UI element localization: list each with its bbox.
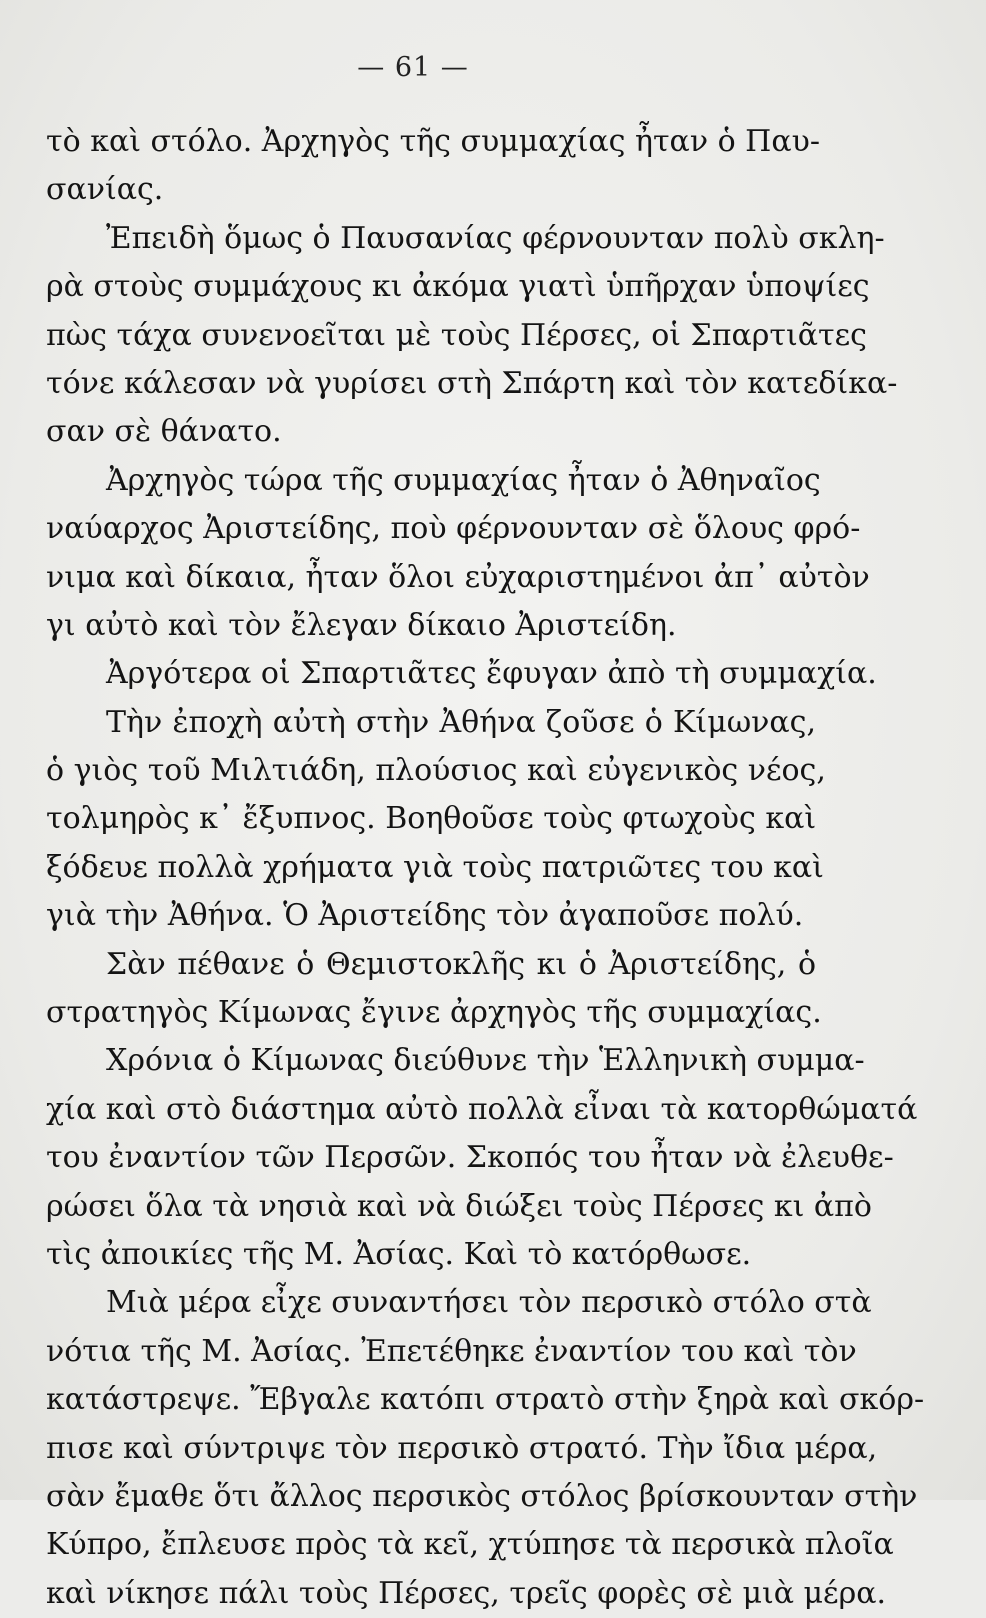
text-line: Σὰν πέθανε ὁ Θεμιστοκλῆς κι ὁ Ἀριστείδης, ὁ [106,946,816,982]
text-line: τολμηρὸς κ᾽ ἔξυπνος. Βοηθοῦσε τοὺς φτωχοὺς καὶ [46,801,817,837]
text-line: τὸ καὶ στόλο. Ἀρχηγὸς τῆς συμμαχίας ἦταν ὁ Παυ- [46,124,820,159]
text-line: ρὰ στοὺς συμμάχους κι ἀκόμα γιατὶ ὑπῆρχαν ὑποψίες [46,269,870,305]
text-line: σαν σὲ θάνατο. [46,414,282,450]
text-line: Μιὰ μέρα εἶχε συναντήσει τὸν περσικὸ στόλο στὰ [106,1285,872,1321]
text-line: πισε καὶ σύντριψε τὸν περσικὸ στρατό. Τὴν ἴδια μέρα, [46,1430,878,1466]
text-line: Ἀργότερα οἱ Σπαρτιᾶτες ἔφυγαν ἀπὸ τὴ συμμαχία. [106,656,877,692]
text-line: τόνε κάλεσαν νὰ γυρίσει στὴ Σπάρτη καὶ τὸν κατεδίκα- [46,365,898,401]
text-line: γιὰ τὴν Ἀθήνα. Ὁ Ἀριστείδης τὸν ἀγαποῦσε πολύ. [46,898,804,934]
text-line: σανίας. [46,172,164,208]
text-line: πὼς τάχα συνενοεῖται μὲ τοὺς Πέρσες, οἱ Σπαρτιᾶτες [46,317,867,353]
text-line: Τὴν ἐποχὴ αὐτὴ στὴν Ἀθήνα ζοῦσε ὁ Κίμωνας, [106,704,816,740]
text-line: Κύπρο, ἔπλευσε πρὸς τὰ κεῖ, χτύπησε τὰ περσικὰ πλοῖα [46,1527,894,1563]
body-text [46,118,925,1618]
text-line: Ἀρχηγὸς τώρα τῆς συμμαχίας ἦταν ὁ Ἀθηναῖος [106,462,821,498]
text-line: στρατηγὸς Κίμωνας ἔγινε ἀρχηγὸς τῆς συμμαχίας. [46,995,822,1031]
text-line: Χρόνια ὁ Κίμωνας διεύθυνε τὴν Ἑλληνικὴ συμμα- [106,1043,865,1079]
text-line: ρώσει ὅλα τὰ νησιὰ καὶ νὰ διώξει τοὺς Πέρσες κι ἀπὸ [46,1188,872,1224]
text-line: τὶς ἀποικίες τῆς Μ. Ἀσίας. Καὶ τὸ κατόρθωσε. [46,1236,752,1272]
text-line: ξόδευε πολλὰ χρήματα γιὰ τοὺς πατριῶτες του καὶ [46,849,824,885]
text-line: ναύαρχος Ἀριστείδης, ποὺ φέρνουνταν σὲ ὅλους φρό- [46,511,861,547]
text-line: κατάστρεψε. Ἔβγαλε κατόπι στρατὸ στὴν ξηρὰ καὶ σκόρ- [46,1382,925,1418]
text-line: ὁ γιὸς τοῦ Μιλτιάδη, πλούσιος καὶ εὐγενικὸς νέος, [46,753,826,789]
text-line: νότια τῆς Μ. Ἀσίας. Ἐπετέθηκε ἐναντίον του καὶ τὸν [46,1333,857,1369]
text-line: χία καὶ στὸ διάστημα αὐτὸ πολλὰ εἶναι τὰ κατορθώματά [46,1091,918,1127]
text-line: γι αὐτὸ καὶ τὸν ἔλεγαν δίκαιο Ἀριστείδη. [46,607,677,643]
text-line: καὶ νίκησε πάλι τοὺς Πέρσες, τρεῖς φορὲς σὲ μιὰ μέρα. [46,1575,886,1611]
text-line: του ἐναντίον τῶν Περσῶν. Σκοπός του ἦταν νὰ ἐλευθε- [46,1140,894,1176]
text-line: νιμα καὶ δίκαια, ἦταν ὅλοι εὐχαριστημένοι ἀπ᾽ αὐτὸν [46,559,870,595]
text-line: σὰν ἔμαθε ὅτι ἄλλος περσικὸς στόλος βρίσκουνταν στὴν [46,1478,918,1514]
text-line: Ἐπειδὴ ὅμως ὁ Παυσανίας φέρνουνταν πολὺ σκλη- [106,220,885,256]
page-number: — 61 — [357,52,469,83]
